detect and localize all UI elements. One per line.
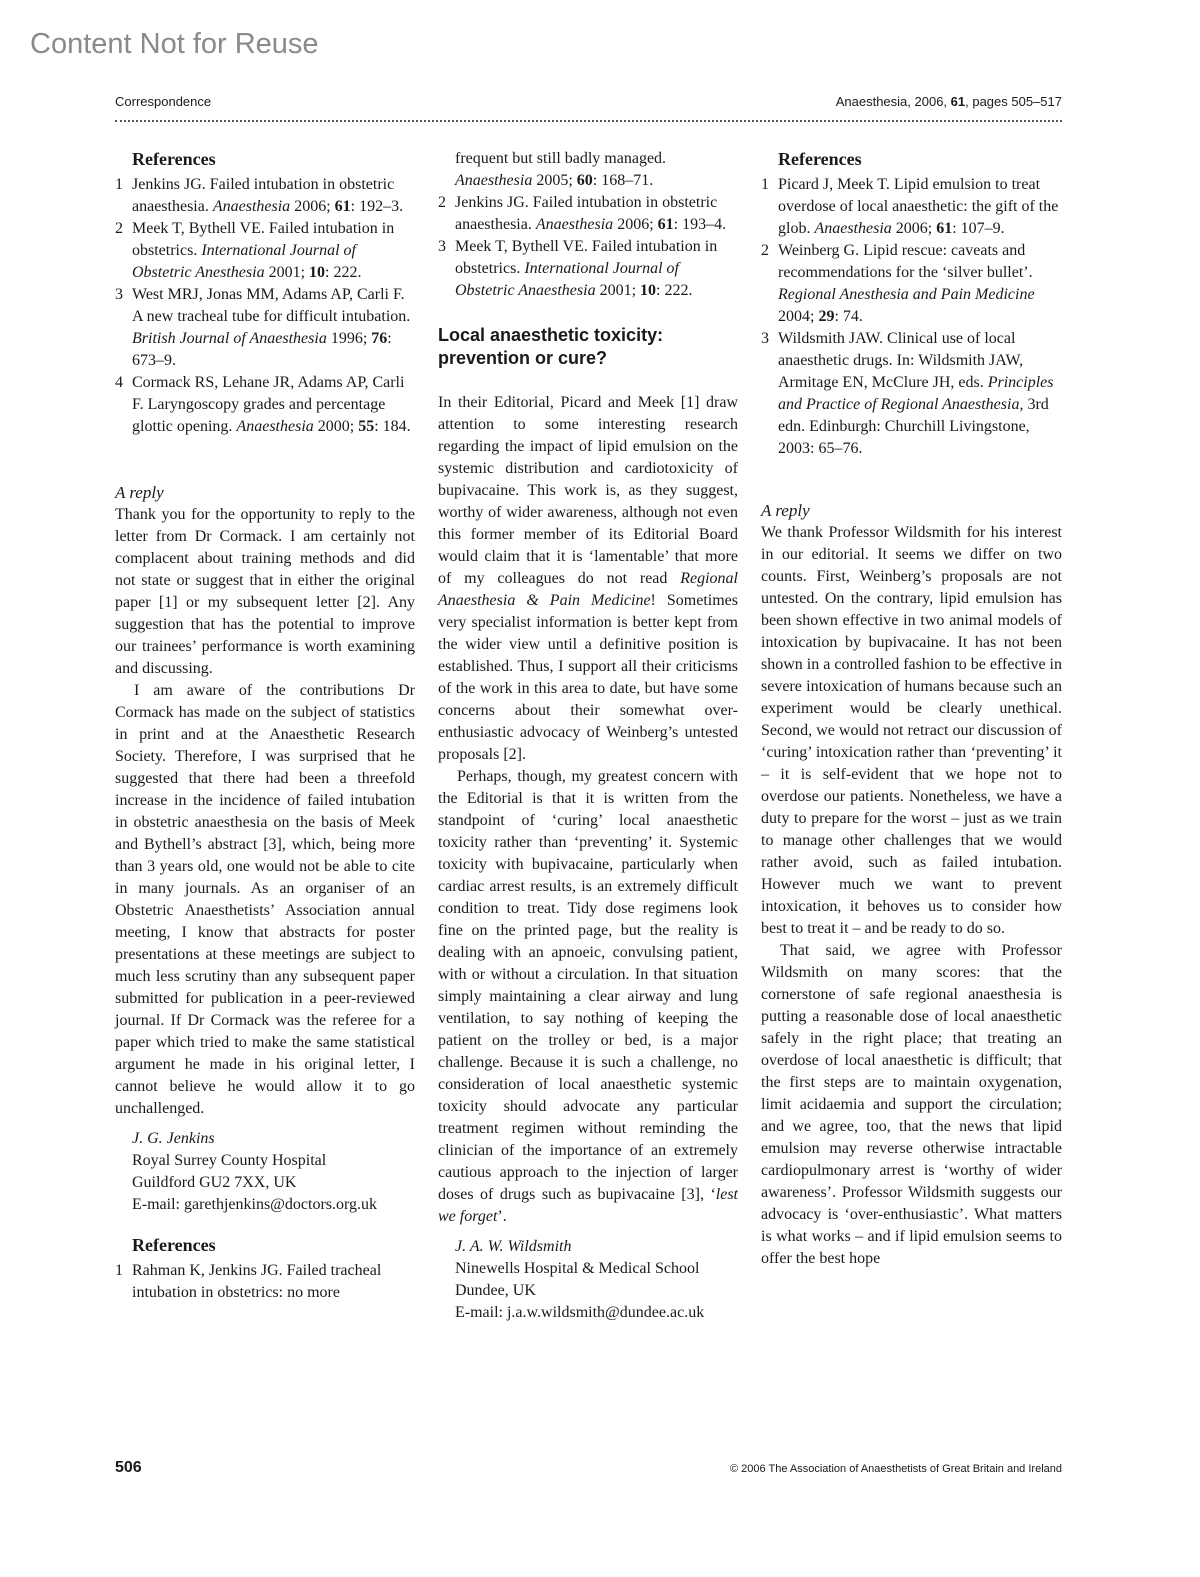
ref-text: Meek T, Bythell VE. Failed intubation in obstetrics. — [455, 238, 718, 277]
ref-pages: : 74. — [834, 308, 863, 325]
author-email: E-mail: garethjenkins@doctors.org.uk — [132, 1196, 378, 1213]
ref-year: 2006; — [290, 198, 335, 215]
ref-number: 2 — [761, 242, 769, 259]
references-heading: References — [778, 149, 862, 169]
section-name: Correspondence — [115, 94, 212, 109]
watermark: Content Not for Reuse — [30, 28, 319, 60]
running-head — [115, 92, 1062, 122]
reference-item — [438, 192, 738, 236]
ref-number: 3 — [438, 238, 446, 255]
ref-journal: Principles and Practice of Regional Anaesthesia — [778, 374, 1054, 413]
ref-journal: Anaesthesia — [814, 220, 892, 237]
ref-year: 2006; — [613, 216, 658, 233]
signature-block — [132, 1128, 415, 1216]
journal-pages: , pages 505–517 — [965, 94, 1062, 109]
ref-volume: 55 — [358, 418, 375, 435]
reference-list — [761, 174, 1062, 460]
paragraph-text: Perhaps, though, my greatest concern with the Editorial is that it is written from the standpoint of ‘curing’ local anaesthetic toxicity rather than ‘preventing’ it. Systemic toxicity with bupivacaine, particularly when cardiac arrest results, is an extremely difficult condition to treat. Tidy dose regimens look fine on the printed page, but the reality is dealing with an apnoeic, convulsing patient, with or without a circulation. In that situation simply maintaining a clear airway and lung ventilation, to say nothing of keeping the patient on the trolley or bed, is a major challenge. Because it is such a challenge, no consideration of local anaesthetic systemic toxicity should advocate any particular treatment regimen without reminding the clinician of the importance of an extremely cautious approach to the injection of larger doses of drugs such as bupivacaine [3], ‘ — [438, 768, 738, 1203]
ref-year: 2001; — [595, 282, 641, 299]
author-affiliation: Royal Surrey County Hospital — [132, 1152, 327, 1169]
article-title: Local anaesthetic toxicity: prevention or cure? — [438, 325, 664, 368]
ref-journal: British Journal of Anaesthesia — [132, 330, 327, 347]
ref-journal: Anaesthesia — [236, 418, 314, 435]
ref-volume: 10 — [309, 264, 326, 281]
reference-item-continued — [438, 148, 738, 192]
ref-year: 2006; — [891, 220, 937, 237]
ref-pages: : 673–9. — [132, 330, 392, 369]
ref-number: 1 — [761, 176, 769, 193]
ref-number: 4 — [115, 374, 123, 391]
ref-journal: Anaesthesia — [212, 198, 291, 215]
ref-year: 2000; — [313, 418, 359, 435]
ref-volume: 60 — [576, 172, 593, 189]
ref-journal: International Journal of Obstetric Anesthesia — [132, 242, 356, 281]
ref-year: , 3rd edn. Edinburgh: Churchill Livingstone, 2003: 65–76. — [778, 396, 1049, 457]
signature-block — [455, 1236, 738, 1324]
reply-paragraph: We thank Professor Wildsmith for his interest in our editorial. It seems we differ on two counts. First, Weinberg’s proposals are not untested. On the contrary, lipid emulsion has been shown effective in two animal models of intoxication by bupivacaine. It has not been shown in a controlled fashion to be effective in severe intoxication of humans because such an experiment would be clearly unethical. Second, we would not retract our discussion of ‘curing’ intoxication rather than ‘preventing’ it – it is self-evident that we hope not to overdose our patients. Nonetheless, we have a duty to prepare for the worst – just as we train to manage other challenges that we would rather avoid, such as failed intubation. However much we want to prevent intoxication, it behoves us to consider how best to treat it – and be ready to do so. — [761, 524, 1062, 937]
ref-text: West MRJ, Jonas MM, Adams AP, Carli F. A new tracheal tube for difficult intubation. — [132, 286, 411, 325]
ref-number: 1 — [115, 176, 123, 193]
reply-paragraph: I am aware of the contributions Dr Cormack has made on the subject of statistics in print and at the Anaesthetic Research Society. Therefore, I was surprised that he suggested that there had been a threefold increase in the incidence of failed intubation in obstetric anaesthesia on the basis of Meek and Bythell’s abstract [3], which, being more than 3 years old, one would not be able to cite in many journals. As an organiser of an Obstetric Anaesthetists’ Association annual meeting, I know that abstracts for poster presentations at these meetings are subject to much less scrutiny than any subsequent paper submitted for publication in a peer-reviewed journal. If Dr Cormack was the referee for a paper which tried to make the same statistical argument he made in his original letter, I cannot believe he would allow it to go unchallenged. — [115, 682, 415, 1117]
paragraph-text: In their Editorial, Picard and Meek [1] draw attention to some interesting research regarding the impact of lipid emulsion on the systemic distribution and cardiotoxicity of bupivacaine. This work is, as they suggest, worthy of wider awareness, although not even this former member of its Editorial Board would claim that it is ‘lamentable’ that more of my colleagues do not read — [438, 394, 738, 587]
column-2 — [438, 148, 738, 1324]
ref-text: Cormack RS, Lehane JR, Adams AP, Carli F. Laryngoscopy grades and percentage glottic opening. — [132, 374, 405, 435]
reference-item — [761, 240, 1062, 328]
ref-pages: : 222. — [325, 264, 362, 281]
column-1 — [115, 148, 415, 1304]
author-name: J. G. Jenkins — [132, 1130, 215, 1147]
ref-text: Jenkins JG. Failed intubation in obstetric anaesthesia. — [455, 194, 718, 233]
paragraph-text: ’. — [497, 1208, 507, 1225]
reply-title: A reply — [115, 483, 164, 502]
ref-pages: : 107–9. — [952, 220, 1005, 237]
ref-journal: Anaesthesia — [535, 216, 614, 233]
ref-volume: 61 — [334, 198, 351, 215]
letter-paragraph — [438, 392, 738, 766]
ref-volume: 61 — [657, 216, 674, 233]
ref-year: 2005; — [532, 172, 577, 189]
ref-pages: : 222. — [656, 282, 693, 299]
author-name: J. A. W. Wildsmith — [455, 1238, 572, 1255]
column-3 — [761, 148, 1062, 1270]
journal-citation — [836, 94, 1062, 109]
references-heading: References — [132, 149, 216, 169]
reply-paragraph: Thank you for the opportunity to reply to the letter from Dr Cormack. I am certainly not complacent about training methods and did not state or suggest that in either the original paper [1] or my subsequent letter [2]. Any suggestion that has the potential to improve our trainees’ performance is worth examining and discussing. — [115, 506, 415, 677]
journal-volume: 61 — [950, 94, 966, 109]
ref-text: Rahman K, Jenkins JG. Failed tracheal intubation in obstetrics: no more — [132, 1262, 382, 1301]
ref-volume: 29 — [818, 308, 835, 325]
ref-pages: : 192–3. — [350, 198, 404, 215]
ref-volume: 10 — [640, 282, 657, 299]
ref-number: 2 — [115, 220, 123, 237]
ref-text: Wildsmith JAW. Clinical use of local anaesthetic drugs. In: Wildsmith JAW, Armitage EN, McClure JH, eds. — [778, 330, 1024, 391]
ref-journal: International Journal of Obstetric Anaesthesia — [455, 260, 679, 299]
ref-number: 1 — [115, 1262, 123, 1279]
reference-item — [761, 328, 1062, 460]
ref-text: Jenkins JG. Failed intubation in obstetric anaesthesia. — [132, 176, 395, 215]
ref-journal: Anaesthesia — [455, 172, 533, 189]
ref-number: 3 — [115, 286, 123, 303]
ref-text: Picard J, Meek T. Lipid emulsion to treat overdose of local anaesthetic: the gift of the glob. — [778, 176, 1059, 237]
author-address: Dundee, UK — [455, 1282, 536, 1299]
reference-list — [438, 148, 738, 302]
reference-item — [438, 236, 738, 302]
ref-pages: : 184. — [374, 418, 411, 435]
reference-item — [115, 372, 415, 438]
reply-paragraph: That said, we agree with Professor Wildsmith on many scores: that the cornerstone of safe regional anaesthesia is putting a reasonable dose of local anaesthetic safely in the right place; that treating an overdose of local anaesthetic is difficult; that the first steps are to maintain oxygenation, limit acidaemia and support the circulation; and we agree, too, that the news that lipid emulsion may reverse otherwise intractable cardiopulmonary arrest is ‘worthy of wider awareness’. Professor Wildsmith suggests our advocacy is ‘over-enthusiastic’. What matters is what works – and if lipid emulsion seems to offer the best hope — [761, 942, 1062, 1267]
reply-title: A reply — [761, 501, 810, 520]
author-email: E-mail: j.a.w.wildsmith@dundee.ac.uk — [455, 1304, 705, 1321]
ref-year: 2004; — [778, 308, 819, 325]
ref-pages: : 193–4. — [673, 216, 727, 233]
page-number: 506 — [115, 1459, 142, 1476]
ref-year: 1996; — [326, 330, 372, 347]
paragraph-text: ! Sometimes very specialist information is better kept from the wider view until a definitive position is established. Thus, I support all their criticisms of the work in this area to date, but have some concerns about their somewhat over-enthusiastic advocacy of Weinberg’s untested proposals [2]. — [438, 592, 738, 763]
references-heading: References — [132, 1235, 216, 1255]
reference-item — [761, 174, 1062, 240]
reference-item — [115, 1260, 415, 1304]
ref-text: frequent but still badly managed. — [455, 150, 667, 167]
ref-volume: 76 — [371, 330, 388, 347]
ref-journal: Regional Anesthesia and Pain Medicine — [778, 286, 1035, 303]
ref-volume: 61 — [936, 220, 953, 237]
reference-list — [115, 1260, 415, 1304]
ref-number: 3 — [761, 330, 769, 347]
ref-year: 2001; — [264, 264, 310, 281]
latin-phrase: lest we forget — [438, 1186, 738, 1225]
reference-item — [115, 284, 415, 372]
ref-number: 2 — [438, 194, 446, 211]
reference-item — [115, 218, 415, 284]
reference-item — [115, 174, 415, 218]
copyright-notice: © 2006 The Association of Anaesthetists of Great Britain and Ireland — [730, 1463, 1062, 1475]
author-address: Guildford GU2 7XX, UK — [132, 1174, 297, 1191]
ref-text: Meek T, Bythell VE. Failed intubation in obstetrics. — [132, 220, 395, 259]
letter-paragraph — [438, 766, 738, 1228]
journal-name: Anaesthesia, 2006, — [835, 94, 951, 109]
ref-pages: : 168–71. — [592, 172, 654, 189]
author-affiliation: Ninewells Hospital & Medical School — [455, 1260, 700, 1277]
reference-list — [115, 174, 415, 438]
journal-name: Regional Anaesthesia & Pain Medicine — [438, 570, 738, 609]
ref-text: Weinberg G. Lipid rescue: caveats and recommendations for the ‘silver bullet’. — [778, 242, 1033, 281]
